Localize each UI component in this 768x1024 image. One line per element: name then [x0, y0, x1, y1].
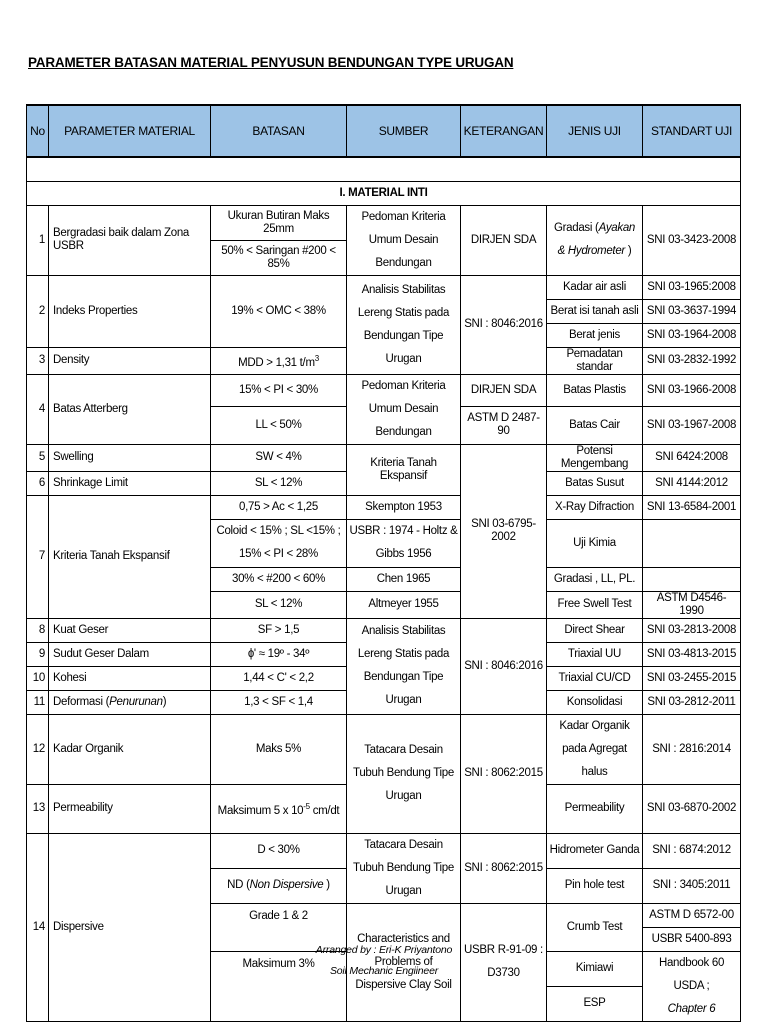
- row-param: Batas Atterberg: [49, 374, 211, 444]
- spacer-row: [27, 157, 741, 181]
- row-standart: SNI 03-2812-2011: [643, 690, 741, 714]
- row-jenis-uji: Pemadatan standar: [547, 347, 643, 374]
- row-batasan: SF > 1,5: [211, 618, 347, 642]
- row-batasan: Coloid < 15% ; SL <15% ; 15% < PI < 28%: [211, 519, 347, 567]
- row-jenis-uji: Berat jenis: [547, 323, 643, 347]
- row-standart: SNI : 2816:2014: [643, 714, 741, 784]
- row-jenis-uji: Permeability: [547, 784, 643, 833]
- row-param: Kohesi: [49, 666, 211, 690]
- row-jenis-uji: Batas Plastis: [547, 374, 643, 407]
- std-chapter: Chapter 6: [667, 1002, 716, 1015]
- row-batasan: 30% < #200 < 60%: [211, 567, 347, 591]
- row-batasan: 50% < Saringan #200 < 85%: [211, 240, 347, 275]
- row-param: Sudut Geser Dalam: [49, 642, 211, 666]
- row-standart: SNI 03-1967-2008: [643, 407, 741, 444]
- row-no: 14: [27, 833, 49, 1021]
- row-param: [49, 690, 211, 714]
- section-row: [27, 181, 741, 205]
- row-batasan: 0,75 > Ac < 1,25: [211, 495, 347, 519]
- nd-suffix: ): [326, 879, 330, 891]
- param-suffix: ): [162, 695, 167, 708]
- row-batasan: 19% < OMC < 38%: [211, 275, 347, 347]
- row-batasan: 1,3 < SF < 1,4: [211, 690, 347, 714]
- row-standart: USBR 5400-893: [643, 927, 741, 951]
- perm-sup: -5: [303, 801, 310, 811]
- header-jenis-uji: JENIS UJI: [547, 105, 643, 157]
- row-sumber: Tatacara Desain Tubuh Bendung Tipe Urugan: [347, 833, 461, 903]
- row-batasan: 1,44 < C' < 2,2: [211, 666, 347, 690]
- row-batasan: 15% < PI < 30%: [211, 374, 347, 407]
- row-standart: SNI 03-2455-2015: [643, 666, 741, 690]
- row-no: 2: [27, 275, 49, 347]
- density-sup: 3: [314, 353, 319, 363]
- table-row: [27, 374, 741, 407]
- row-standart: SNI 03-2832-1992: [643, 347, 741, 374]
- row-standart: SNI 6424:2008: [643, 444, 741, 471]
- param-prefix: Deformasi (: [53, 695, 110, 708]
- header-no: No: [27, 105, 49, 157]
- table-row: [27, 618, 741, 642]
- row-standart: SNI 03-3423-2008: [643, 205, 741, 275]
- nd-italic: Non Dispersive: [249, 879, 324, 891]
- table-row: [27, 833, 741, 868]
- row-keterangan: DIRJEN SDA: [461, 205, 547, 275]
- row-batasan: SL < 12%: [211, 471, 347, 495]
- header-row: [27, 105, 741, 157]
- row-jenis-uji: Batas Susut: [547, 471, 643, 495]
- table-row: [27, 495, 741, 519]
- row-param: Indeks Properties: [49, 275, 211, 347]
- row-no: 1: [27, 205, 49, 275]
- row-no: 6: [27, 471, 49, 495]
- row-batasan: Maksimum 3%: [211, 951, 347, 1021]
- row-sumber: USBR : 1974 - Holtz & Gibbs 1956: [347, 519, 461, 567]
- row-keterangan: SNI 03-6795-2002: [461, 444, 547, 618]
- row-no: 4: [27, 374, 49, 444]
- row-keterangan: DIRJEN SDA: [461, 374, 547, 407]
- row-no: 5: [27, 444, 49, 471]
- row-batasan: D < 30%: [211, 833, 347, 868]
- row-sumber: Pedoman Kriteria Umum Desain Bendungan: [347, 374, 461, 444]
- row-jenis-uji: Batas Cair: [547, 407, 643, 444]
- row-jenis-uji: Hidrometer Ganda: [547, 833, 643, 868]
- row-param: Density: [49, 347, 211, 374]
- row-param: Bergradasi baik dalam Zona USBR: [49, 205, 211, 275]
- row-param: Kuat Geser: [49, 618, 211, 642]
- param-italic: Penurunan: [109, 695, 163, 708]
- row-standart: [643, 951, 741, 1021]
- row-jenis-uji: [547, 205, 643, 275]
- row-standart: ASTM D4546-1990: [643, 591, 741, 618]
- perm-unit: cm/dt: [309, 804, 340, 817]
- header-keterangan: KETERANGAN: [461, 105, 547, 157]
- row-no: 7: [27, 495, 49, 618]
- table-row: [27, 205, 741, 240]
- row-sumber: Skempton 1953: [347, 495, 461, 519]
- row-keterangan: ASTM D 2487-90: [461, 407, 547, 444]
- row-param: Kadar Organik: [49, 714, 211, 784]
- parameter-table: [26, 104, 741, 1022]
- row-sumber: Tatacara Desain Tubuh Bendung Tipe Urugan: [347, 714, 461, 833]
- row-jenis-uji: Gradasi , LL, PL.: [547, 567, 643, 591]
- row-batasan: [211, 868, 347, 903]
- spacer-cell: [27, 157, 741, 181]
- row-jenis-uji: Potensi Mengembang: [547, 444, 643, 471]
- row-batasan: Maks 5%: [211, 714, 347, 784]
- row-batasan: Grade 1 & 2: [211, 903, 347, 951]
- row-batasan: LL < 50%: [211, 407, 347, 444]
- header-standart-uji: STANDART UJI: [643, 105, 741, 157]
- row-no: 8: [27, 618, 49, 642]
- jenis-suffix: ): [627, 245, 632, 257]
- row-no: 10: [27, 666, 49, 690]
- row-batasan: Ukuran Butiran Maks 25mm: [211, 205, 347, 240]
- row-param: Dispersive: [49, 833, 211, 1021]
- row-standart: SNI 03-3637-1994: [643, 299, 741, 323]
- row-batasan: SL < 12%: [211, 591, 347, 618]
- row-jenis-uji: Triaxial UU: [547, 642, 643, 666]
- table-row: [27, 275, 741, 299]
- row-standart: SNI 4144:2012: [643, 471, 741, 495]
- row-standart: SNI 03-6870-2002: [643, 784, 741, 833]
- row-sumber: Chen 1965: [347, 567, 461, 591]
- row-keterangan: SNI : 8046:2016: [461, 275, 547, 374]
- row-jenis-uji: Konsolidasi: [547, 690, 643, 714]
- jenis-italic-2: Hydrometer: [567, 245, 625, 257]
- row-no: 9: [27, 642, 49, 666]
- footer-role: Soil Mechanic Engiineer: [329, 965, 439, 977]
- row-standart: SNI : 3405:2011: [643, 868, 741, 903]
- row-jenis-uji: Berat isi tanah asli: [547, 299, 643, 323]
- row-param: Shrinkage Limit: [49, 471, 211, 495]
- row-jenis-uji: Crumb Test: [547, 903, 643, 951]
- table-row: [27, 444, 741, 471]
- row-standart: SNI 03-4813-2015: [643, 642, 741, 666]
- row-jenis-uji: Kimiawi: [547, 951, 643, 986]
- row-standart: SNI 03-1965:2008: [643, 275, 741, 299]
- row-standart: SNI : 6874:2012: [643, 833, 741, 868]
- row-jenis-uji: Uji Kimia: [547, 519, 643, 567]
- row-keterangan: SNI : 8062:2015: [461, 833, 547, 903]
- header-parameter: PARAMETER MATERIAL: [49, 105, 211, 157]
- perm-value: Maksimum 5 x 10: [217, 804, 304, 817]
- row-no: 13: [27, 784, 49, 833]
- row-batasan: [211, 784, 347, 833]
- row-param: Permeability: [49, 784, 211, 833]
- section-label: I. MATERIAL INTI: [27, 181, 741, 205]
- density-value: MDD > 1,31 t/m: [238, 356, 315, 369]
- row-no: 11: [27, 690, 49, 714]
- jenis-italic-1: Ayakan &: [557, 222, 636, 257]
- row-keterangan: SNI : 8046:2016: [461, 618, 547, 714]
- row-jenis-uji: Pin hole test: [547, 868, 643, 903]
- row-jenis-uji: Direct Shear: [547, 618, 643, 642]
- row-sumber: Analisis Stabilitas Lereng Statis pada Bendungan Tipe Urugan: [347, 275, 461, 374]
- nd-prefix: ND (: [227, 879, 250, 891]
- row-batasan: [211, 347, 347, 374]
- row-no: 12: [27, 714, 49, 784]
- row-jenis-uji: Triaxial CU/CD: [547, 666, 643, 690]
- page-title: PARAMETER BATASAN MATERIAL PENYUSUN BENDUNGAN TYPE URUGAN: [28, 55, 514, 70]
- row-sumber: Kriteria Tanah Ekspansif: [347, 444, 461, 495]
- row-standart: ASTM D 6572-00: [643, 903, 741, 927]
- row-keterangan: USBR R-91-09 : D3730: [461, 903, 547, 1021]
- row-standart: SNI 03-2813-2008: [643, 618, 741, 642]
- row-sumber: Altmeyer 1955: [347, 591, 461, 618]
- row-jenis-uji: Free Swell Test: [547, 591, 643, 618]
- header-batasan: BATASAN: [211, 105, 347, 157]
- row-param: Swelling: [49, 444, 211, 471]
- row-param: Kriteria Tanah Ekspansif: [49, 495, 211, 618]
- row-jenis-uji: Kadar Organik pada Agregat halus: [547, 714, 643, 784]
- row-jenis-uji: ESP: [547, 986, 643, 1021]
- row-standart: [643, 567, 741, 591]
- row-standart: SNI 13-6584-2001: [643, 495, 741, 519]
- row-sumber: Pedoman Kriteria Umum Desain Bendungan: [347, 205, 461, 275]
- header-sumber: SUMBER: [347, 105, 461, 157]
- jenis-prefix: Gradasi (: [553, 222, 599, 234]
- row-standart: SNI 03-1964-2008: [643, 323, 741, 347]
- row-jenis-uji: Kadar air asli: [547, 275, 643, 299]
- row-sumber: Characteristics and Problems of Dispersive Clay Soil: [347, 903, 461, 1021]
- row-keterangan: SNI : 8062:2015: [461, 714, 547, 833]
- row-jenis-uji: X-Ray Difraction: [547, 495, 643, 519]
- row-batasan: ɸ' ≈ 19º - 34º: [211, 642, 347, 666]
- row-no: 3: [27, 347, 49, 374]
- row-sumber: Analisis Stabilitas Lereng Statis pada Bendungan Tipe Urugan: [347, 618, 461, 714]
- row-standart: [643, 519, 741, 567]
- row-batasan: SW < 4%: [211, 444, 347, 471]
- table-row: [27, 714, 741, 784]
- std-handbook: Handbook 60 USDA ;: [658, 956, 725, 992]
- footer-author: Arranged by : Eri-K Priyantono: [315, 944, 453, 956]
- row-standart: SNI 03-1966-2008: [643, 374, 741, 407]
